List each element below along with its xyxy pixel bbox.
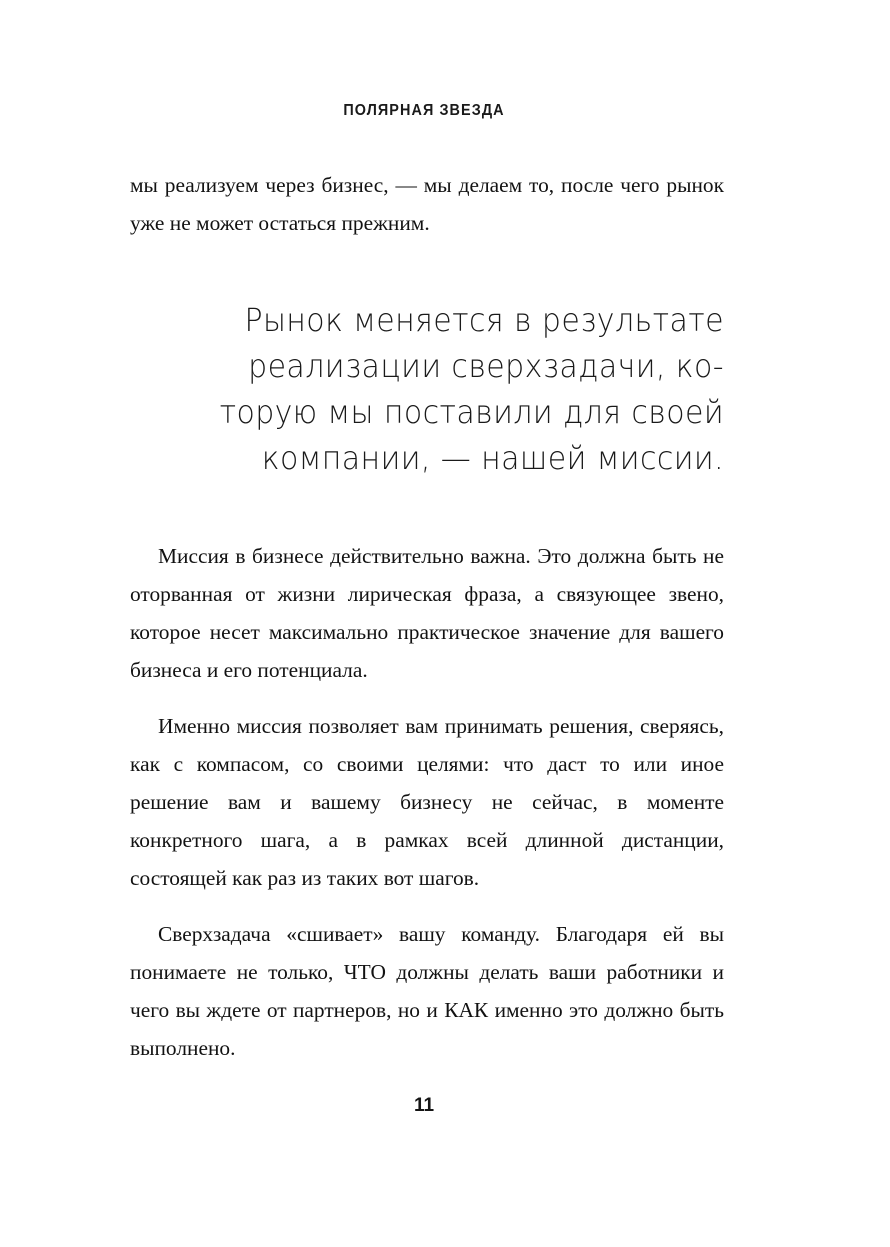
running-header: ПОЛЯРНАЯ ЗВЕЗДА xyxy=(343,102,505,119)
text-column xyxy=(130,166,724,242)
pull-quote-line-2: реализации сверхзадачи, ко- xyxy=(248,347,724,386)
paragraph-1: Миссия в бизнесе действительно важна. Это должна быть не оторванная от жизни лирическая фраза, а связующее звено, которое несет максимально практическое значение для вашего бизнеса и его потенциала. xyxy=(130,544,724,682)
pull-quote-line-3: торую мы поставили для своей xyxy=(219,393,724,432)
page-number: 11 xyxy=(413,1095,435,1116)
pull-quote-line-1: Рынок меняется в результате xyxy=(244,301,724,340)
main-body-text xyxy=(130,537,724,1067)
continued-paragraph: мы реализуем через бизнес, — мы делаем то, после чего рынок уже не может остаться прежним. xyxy=(130,173,724,235)
pull-quote-line-4: компании, — нашей миссии. xyxy=(261,439,724,478)
paragraph-2: Именно миссия позволяет вам принимать решения, сверяясь, как с компасом, со своими целями: что даст то или иное решение вам и вашему бизнесу не сейчас, в моменте конкретного шага, а в рамках всей длинной дистанции, состоящей как раз из таких вот шагов. xyxy=(130,714,724,890)
paragraph-3: Сверхзадача «сшивает» вашу команду. Благодаря ей вы понимаете не только, ЧТО должны делать ваши работники и чего вы ждете от партнеров, но и КАК именно это должно быть выполнено. xyxy=(130,922,724,1060)
pull-quote xyxy=(130,300,724,484)
